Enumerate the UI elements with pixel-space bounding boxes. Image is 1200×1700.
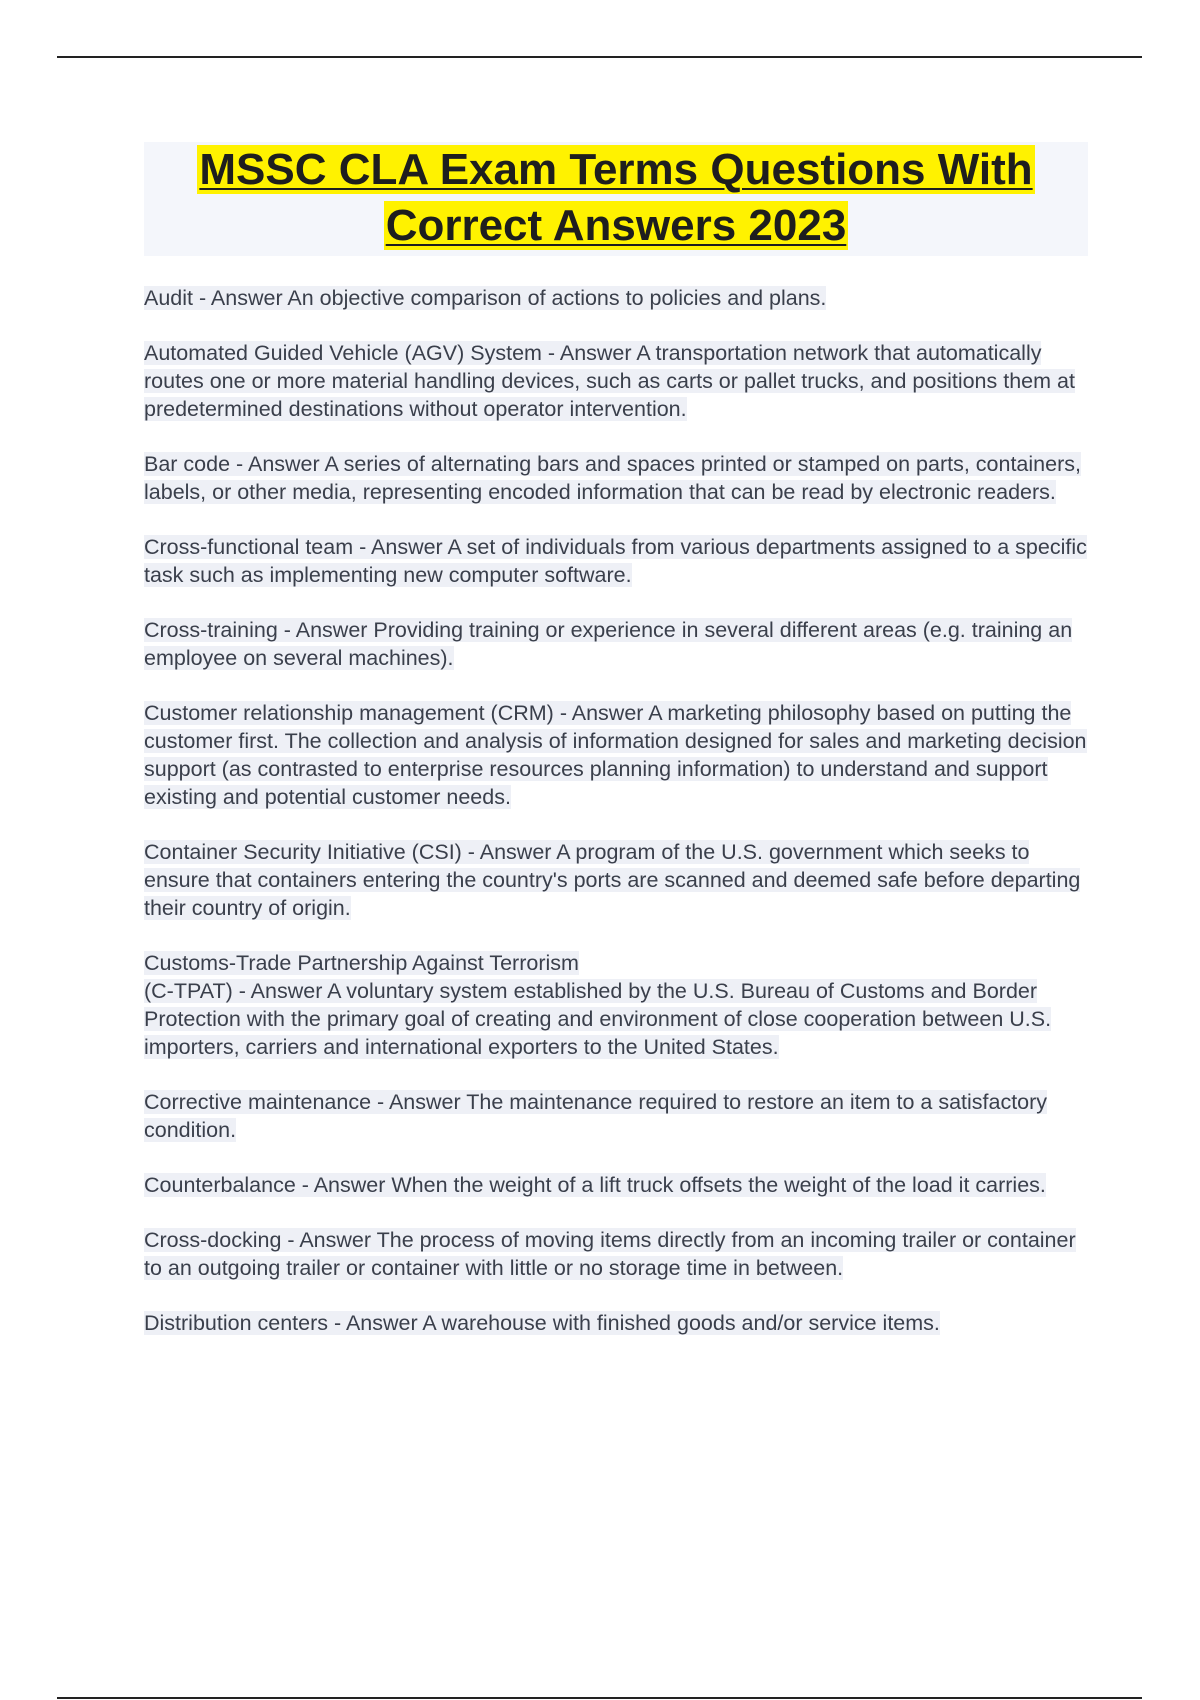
term-bar-code: Bar code - Answer A series of alternating bars and spaces printed or stamped on parts, containers, labels, or other media, representing encoded information that can be read by electronic readers. xyxy=(144,452,1081,504)
title-block xyxy=(144,142,1088,256)
term-cross-training: Cross-training - Answer Providing training or experience in several different areas (e.g. training an employee on several machines). xyxy=(144,618,1073,670)
terms-list xyxy=(144,284,1094,1364)
term-counterbalance: Counterbalance - Answer When the weight of a lift truck offsets the weight of the load it carries. xyxy=(144,1173,1046,1197)
term-c-tpat: Customs-Trade Partnership Against Terrorism (C-TPAT) - Answer A voluntary system established by the U.S. Bureau of Customs and Border Protection with the primary goal of creating and environment of close cooperation between U.S. importers, carriers and international exporters to the United States. xyxy=(144,951,1052,1059)
term-cross-functional-team: Cross-functional team - Answer A set of individuals from various departments assigned to a specific task such as implementing new computer software. xyxy=(144,535,1087,587)
term-csi: Container Security Initiative (CSI) - Answer A program of the U.S. government which seeks to ensure that containers entering the country's ports are scanned and deemed safe before departing their country of origin. xyxy=(144,840,1081,920)
term-audit: Audit - Answer An objective comparison of actions to policies and plans. xyxy=(144,286,827,310)
term-agv-system: Automated Guided Vehicle (AGV) System - Answer A transportation network that automatically routes one or more material handling devices, such as carts or pallet trucks, and positions them at predetermined destinations without operator intervention. xyxy=(144,341,1075,421)
top-rule xyxy=(57,56,1142,58)
term-crm: Customer relationship management (CRM) - Answer A marketing philosophy based on putting the customer first. The collection and analysis of information designed for sales and marketing decision support (as contrasted to enterprise resources planning information) to understand and support existing and potential customer needs. xyxy=(144,701,1087,809)
title-line-1: MSSC CLA Exam Terms Questions With xyxy=(199,145,1033,194)
term-distribution-centers: Distribution centers - Answer A warehouse with finished goods and/or service items. xyxy=(144,1311,940,1335)
title-line-2: Correct Answers 2023 xyxy=(385,201,847,250)
term-corrective-maintenance: Corrective maintenance - Answer The maintenance required to restore an item to a satisfactory condition. xyxy=(144,1090,1048,1142)
term-cross-docking: Cross-docking - Answer The process of moving items directly from an incoming trailer or container to an outgoing trailer or container with little or no storage time in between. xyxy=(144,1228,1076,1280)
bottom-rule xyxy=(57,1697,1142,1699)
